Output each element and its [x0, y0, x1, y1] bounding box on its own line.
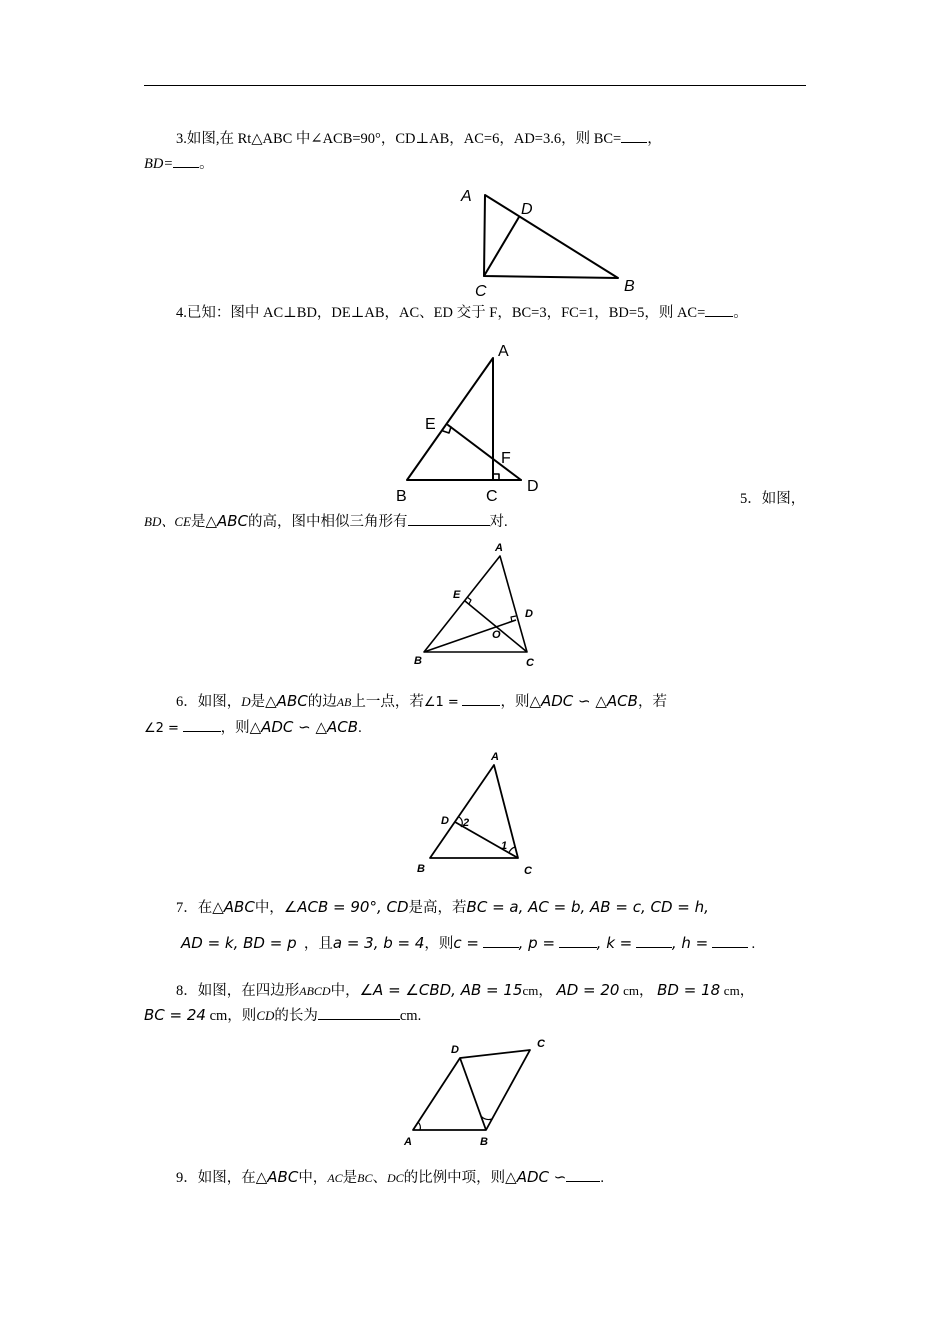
q3-answer-bc[interactable]	[621, 130, 647, 143]
q4-label-c: C	[486, 488, 498, 505]
q6-answer-2[interactable]	[183, 719, 221, 732]
q5-number: 5．如图，	[740, 491, 806, 507]
q3-line2: BD= 。	[144, 156, 214, 172]
q9-text: 9．如图，在△ABC中，AC是BC、DC的比例中项，则△ADC ∽ .	[176, 1168, 604, 1186]
q5-label-b: B	[414, 655, 422, 667]
q3-label-d: D	[521, 201, 533, 218]
q5-answer[interactable]	[408, 513, 490, 526]
q8-line1: 8．如图，在四边形ABCD中，∠A = ∠CBD, AB = 15cm， AD = 20 cm， BD = 18 cm，	[176, 981, 755, 999]
q6-label-c: C	[524, 865, 532, 877]
q8-answer[interactable]	[318, 1007, 400, 1020]
q5-label-e: E	[453, 589, 461, 601]
q4-label-f: F	[501, 450, 511, 467]
q5-label-o: O	[492, 629, 501, 641]
q6-line1: 6．如图，D是△ABC的边AB上一点，若∠1 = ，则△ADC ∽ △ACB，若	[176, 692, 667, 710]
q5-text: BD、CE是△ABC的高，图中相似三角形有 对.	[144, 512, 508, 530]
q6-line2: ∠2 = ，则△ADC ∽ △ACB.	[144, 718, 362, 736]
q3-label-c: C	[475, 283, 487, 300]
q6-answer-1[interactable]	[462, 693, 500, 706]
q7-line2: AD = k, BD = p ，且a = 3, b = 4，则c = , p = , k = , h = .	[181, 934, 756, 952]
q4-label-a: A	[498, 343, 509, 360]
q6-label-2: 2	[463, 817, 470, 829]
q7-answer-h[interactable]	[712, 935, 748, 948]
q7-line1: 7．在△ABC中，∠ACB = 90°, CD是高，若BC = a, AC = b, AB = c, CD = h,	[176, 898, 709, 916]
header-rule	[144, 85, 806, 86]
q8-line2: BC = 24 cm，则CD的长为 cm.	[144, 1006, 422, 1024]
q7-answer-p[interactable]	[559, 935, 597, 948]
q3-answer-bd[interactable]	[173, 155, 199, 168]
q6-label-d: D	[441, 815, 449, 827]
q5-label-c: C	[526, 657, 534, 669]
q7-answer-k[interactable]	[636, 935, 672, 948]
q4-answer[interactable]	[705, 304, 733, 317]
q5-label-d: D	[525, 608, 533, 620]
q4-label-d: D	[527, 478, 539, 495]
q5-label-a: A	[495, 542, 503, 554]
q6-label-1: 1	[501, 840, 508, 852]
q9-answer[interactable]	[566, 1169, 600, 1182]
q3-line1: 3.如图,在 Rt△ABC 中∠ACB=90°，CD⊥AB，AC=6，AD=3.6，则 BC= ，	[176, 131, 662, 147]
q8-label-c: C	[537, 1038, 545, 1050]
q6-label-b: B	[417, 863, 425, 875]
q8-label-b: B	[480, 1136, 488, 1148]
q6-label-a: A	[491, 751, 499, 763]
q4-text: 4.已知：图中 AC⊥BD，DE⊥AB，AC、ED 交于 F，BC=3，FC=1，BD=5，则 AC= 。	[176, 305, 748, 321]
q3-label-a: A	[461, 188, 472, 205]
q8-label-d: D	[451, 1044, 459, 1056]
q7-answer-c[interactable]	[483, 935, 519, 948]
q4-label-b: B	[396, 488, 407, 505]
q3-label-b: B	[624, 278, 635, 295]
q8-label-a: A	[404, 1136, 412, 1148]
q4-label-e: E	[425, 416, 436, 433]
